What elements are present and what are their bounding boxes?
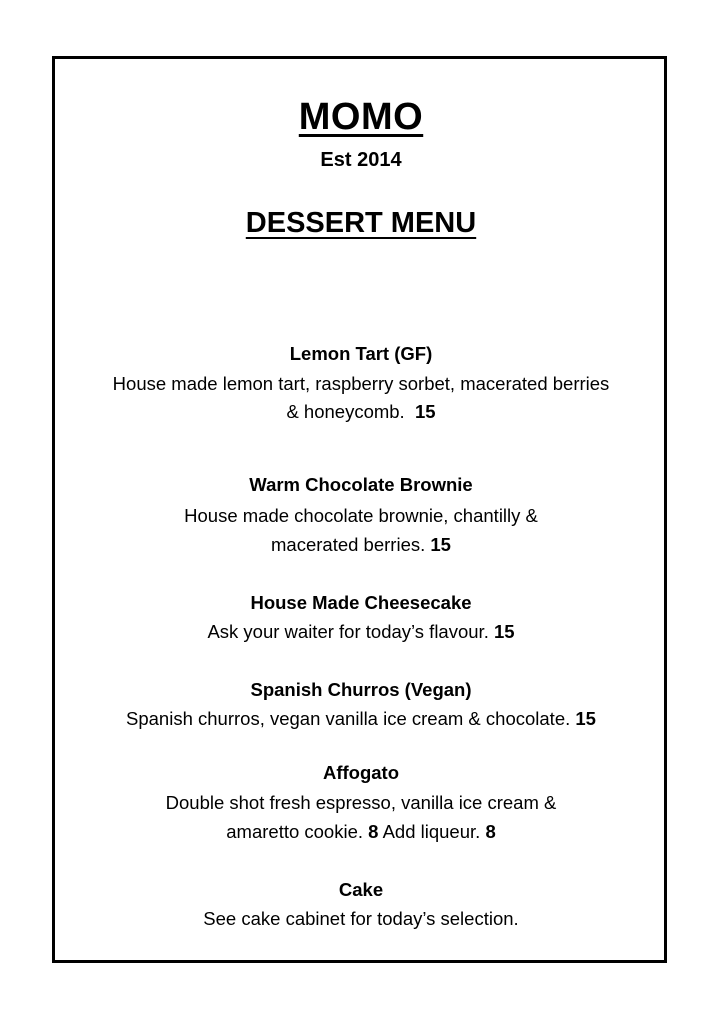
addon-price: 8 <box>485 821 496 842</box>
menu-item-price: 15 <box>414 401 436 422</box>
menu-item-name: Spanish Churros (Vegan) <box>250 679 472 700</box>
menu-item-price: 15 <box>430 534 451 555</box>
menu-item-description: amaretto cookie. 8 Add liqueur. 8 <box>226 821 496 842</box>
restaurant-name: MOMO <box>298 96 424 138</box>
menu-item-name: House Made Cheesecake <box>250 592 472 613</box>
menu-item-price: 8 <box>368 821 379 842</box>
menu-item-name: Warm Chocolate Brownie <box>249 474 473 495</box>
established-year: Est 2014 <box>320 149 402 171</box>
menu-item-name: Cake <box>338 879 384 900</box>
menu-item-description: See cake cabinet for today’s selection. <box>203 908 519 929</box>
menu-item-description: & honeycomb. 15 <box>286 401 436 422</box>
menu-item-description: House made chocolate brownie, chantilly & <box>184 505 538 526</box>
menu-item-description: Spanish churros, vegan vanilla ice cream & chocolate. 15 <box>126 708 596 729</box>
menu-item-description: House made lemon tart, raspberry sorbet, macerated berries <box>112 373 610 394</box>
menu-item-price: 15 <box>493 621 515 642</box>
menu-title: DESSERT MENU <box>245 207 477 239</box>
menu-item-name: Lemon Tart (GF) <box>289 343 433 364</box>
menu-item-description: Double shot fresh espresso, vanilla ice cream & <box>165 792 557 813</box>
menu-item-description: macerated berries. 15 <box>271 534 451 555</box>
menu-item-description: Ask your waiter for today’s flavour. 15 <box>207 621 515 642</box>
menu-item-price: 15 <box>575 708 596 729</box>
menu-item-name: Affogato <box>322 762 400 783</box>
